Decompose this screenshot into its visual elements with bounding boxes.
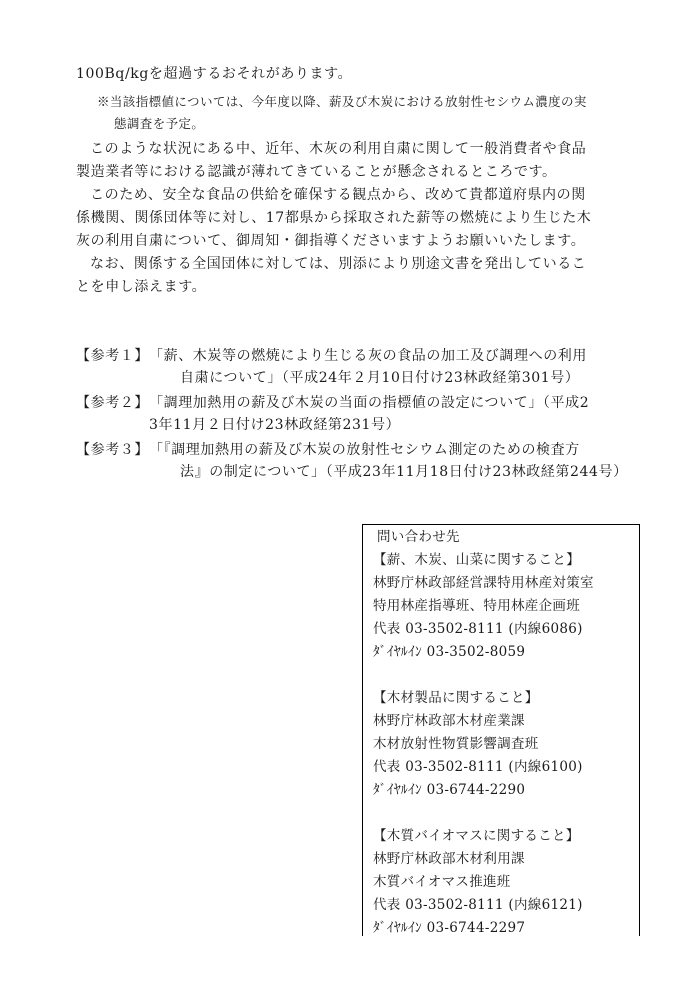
body-line-2: このような状況にある中、近年、木灰の利用自粛に関して一般消費者や食品 (90, 141, 587, 157)
body-line-5: 係機関、関係団体等に対し、17都県から採取された薪等の燃焼により生じた木 (76, 210, 592, 226)
body-line-7: なお、関係する全国団体に対しては、別添により別途文書を発出しているこ (90, 256, 587, 272)
contact-heading: 問い合わせ先 (377, 529, 460, 545)
contact-section-1-phone: 代表 03-3502-8111 (内線6086) (373, 621, 583, 637)
reference-3-line-1: 「『調理加熱用の薪及び木炭の放射性セシウム測定のための検査方 (149, 442, 580, 458)
contact-section-3-phone: 代表 03-3502-8111 (内線6121) (373, 897, 583, 913)
reference-3-line-2: 法』の制定について」（平成23年11月18日付け23林政経第244号） (180, 464, 628, 480)
contact-section-2-title: 【木材製品に関すること】 (373, 690, 539, 706)
contact-section-1-dial: ﾀﾞｲﾔﾙｲﾝ 03-3502-8059 (373, 644, 526, 660)
contact-section-3-dial: ﾀﾞｲﾔﾙｲﾝ 03-6744-2297 (373, 920, 526, 936)
reference-1-line-2: 自粛について」（平成24年２月10日付け23林政経第301号） (180, 370, 580, 386)
reference-2-line-2: 3年11月２日付け23林政経第231号） (149, 417, 401, 433)
contact-section-1-title: 【薪、木炭、山菜に関すること】 (373, 552, 580, 568)
reference-1-label: 【参考１】 (76, 348, 149, 364)
contact-section-2-office: 林野庁林政部木材産業課 (373, 713, 525, 729)
body-note-line-1: ※当該指標値については、今年度以降、薪及び木炭における放射性セシウム濃度の実 (97, 94, 587, 109)
contact-section-1-team: 特用林産指導班、特用林産企画班 (373, 598, 580, 614)
body-line-4: このため、安全な食品の供給を確保する観点から、改めて貴都道府県内の関 (90, 187, 586, 203)
body-line-3: 製造業者等における認識が薄れてきていることが懸念されるところです。 (76, 164, 557, 180)
contact-section-1-office: 林野庁林政部経営課特用林産対策室 (373, 575, 594, 591)
contact-section-3-title: 【木質バイオマスに関すること】 (373, 828, 580, 844)
contact-section-3-office: 林野庁林政部木材利用課 (373, 851, 525, 867)
contact-section-2-phone: 代表 03-3502-8111 (内線6100) (373, 759, 583, 775)
contact-section-3-team: 木質バイオマス推進班 (373, 874, 511, 890)
reference-2-label: 【参考２】 (76, 395, 149, 411)
contact-section-2-team: 木材放射性物質影響調査班 (373, 736, 539, 752)
reference-2-line-1: 「調理加熱用の薪及び木炭の当面の指標値の設定について」（平成2 (149, 395, 590, 411)
contact-box (362, 524, 640, 936)
body-note-line-2: 態調査を予定。 (114, 116, 205, 131)
reference-1-line-1: 「薪、木炭等の燃焼により生じる灰の食品の加工及び調理への利用 (149, 348, 587, 364)
contact-section-2-dial: ﾀﾞｲﾔﾙｲﾝ 03-6744-2290 (373, 782, 526, 798)
body-line-8: とを申し添えます。 (76, 279, 207, 295)
body-line-6: 灰の利用自粛について、御周知・御指導くださいますようお願いいたします。 (76, 233, 586, 249)
body-line-1: 100Bq/kgを超過するおそれがあります。 (76, 66, 353, 82)
reference-3-label: 【参考３】 (76, 442, 149, 458)
